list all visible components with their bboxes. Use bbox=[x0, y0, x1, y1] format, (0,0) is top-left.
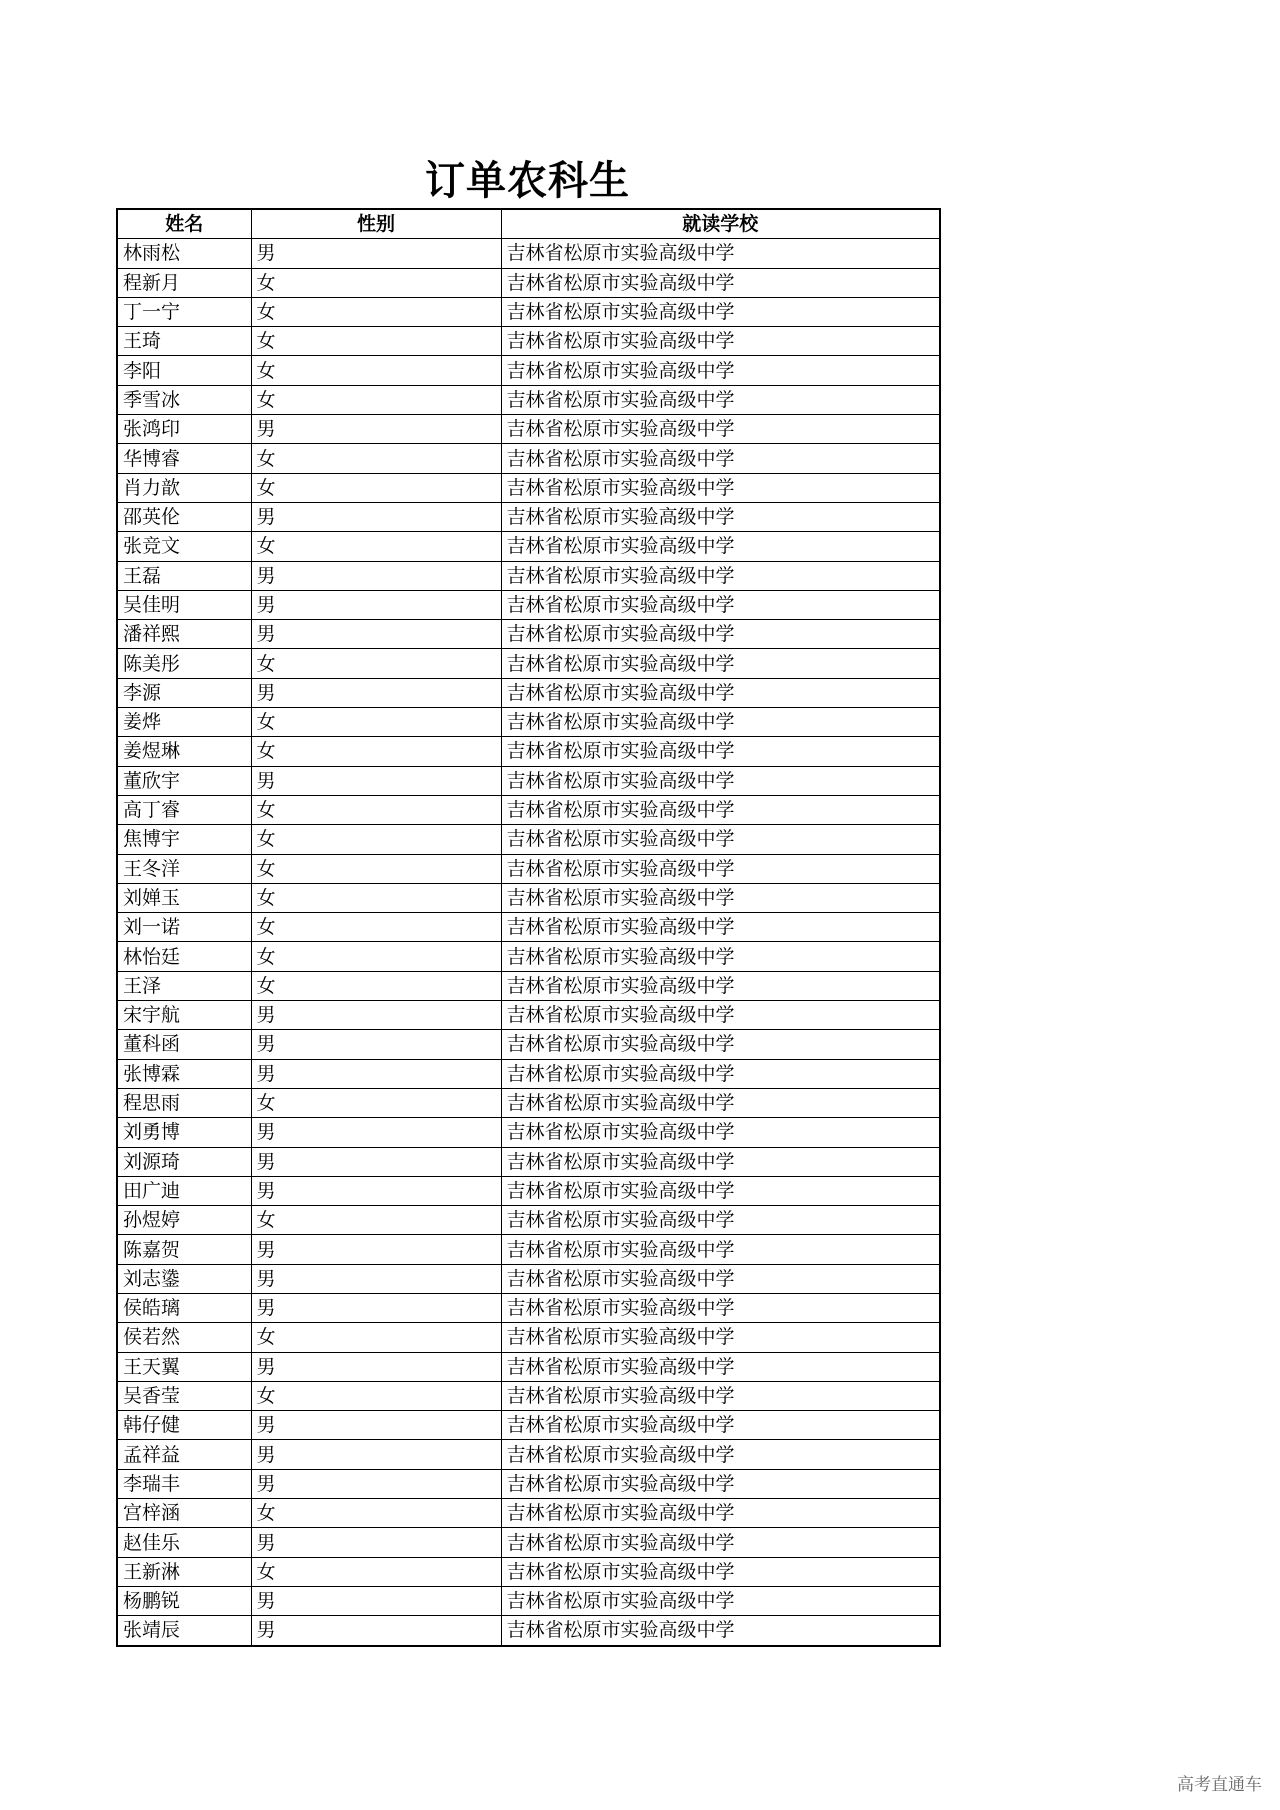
student-name-cell: 李瑞丰 bbox=[117, 1469, 251, 1498]
student-school-cell: 吉林省松原市实验高级中学 bbox=[501, 444, 940, 473]
student-name-cell: 吴佳明 bbox=[117, 590, 251, 619]
student-name-cell: 焦博宇 bbox=[117, 825, 251, 854]
student-school-cell: 吉林省松原市实验高级中学 bbox=[501, 1147, 940, 1176]
student-school-cell: 吉林省松原市实验高级中学 bbox=[501, 1264, 940, 1293]
student-school-cell: 吉林省松原市实验高级中学 bbox=[501, 1411, 940, 1440]
student-gender-cell: 女 bbox=[251, 825, 501, 854]
student-name-cell: 林怡廷 bbox=[117, 942, 251, 971]
student-name-cell: 邵英伦 bbox=[117, 502, 251, 531]
table-row bbox=[117, 1235, 940, 1264]
student-name-cell: 王新淋 bbox=[117, 1557, 251, 1586]
student-name-cell: 林雨松 bbox=[117, 239, 251, 268]
student-school-cell: 吉林省松原市实验高级中学 bbox=[501, 532, 940, 561]
student-school-cell: 吉林省松原市实验高级中学 bbox=[501, 883, 940, 912]
student-gender-cell: 女 bbox=[251, 473, 501, 502]
table-row bbox=[117, 356, 940, 385]
table-body bbox=[117, 239, 940, 1646]
table-row bbox=[117, 1440, 940, 1469]
table-row bbox=[117, 942, 940, 971]
student-name-cell: 侯若然 bbox=[117, 1323, 251, 1352]
watermark: 高考直通车 bbox=[1177, 1775, 1262, 1795]
table-row bbox=[117, 239, 940, 268]
table-row bbox=[117, 1352, 940, 1381]
student-table bbox=[116, 208, 941, 1647]
student-gender-cell: 男 bbox=[251, 561, 501, 590]
student-school-cell: 吉林省松原市实验高级中学 bbox=[501, 708, 940, 737]
table-row bbox=[117, 590, 940, 619]
student-school-cell: 吉林省松原市实验高级中学 bbox=[501, 1059, 940, 1088]
student-school-cell: 吉林省松原市实验高级中学 bbox=[501, 942, 940, 971]
student-gender-cell: 女 bbox=[251, 649, 501, 678]
student-gender-cell: 男 bbox=[251, 1264, 501, 1293]
table-row bbox=[117, 1059, 940, 1088]
student-gender-cell: 男 bbox=[251, 1411, 501, 1440]
table-row bbox=[117, 1411, 940, 1440]
table-row bbox=[117, 913, 940, 942]
student-name-cell: 程思雨 bbox=[117, 1088, 251, 1117]
table-row bbox=[117, 1118, 940, 1147]
table-row bbox=[117, 795, 940, 824]
student-gender-cell: 女 bbox=[251, 1381, 501, 1410]
student-school-cell: 吉林省松原市实验高级中学 bbox=[501, 415, 940, 444]
student-name-cell: 张竞文 bbox=[117, 532, 251, 561]
student-gender-cell: 男 bbox=[251, 590, 501, 619]
table-row bbox=[117, 502, 940, 531]
student-school-cell: 吉林省松原市实验高级中学 bbox=[501, 1206, 940, 1235]
table-row bbox=[117, 327, 940, 356]
table-header-row bbox=[117, 209, 940, 239]
student-name-cell: 王冬洋 bbox=[117, 854, 251, 883]
student-gender-cell: 男 bbox=[251, 239, 501, 268]
table-row bbox=[117, 854, 940, 883]
student-gender-cell: 女 bbox=[251, 297, 501, 326]
student-school-cell: 吉林省松原市实验高级中学 bbox=[501, 913, 940, 942]
student-gender-cell: 男 bbox=[251, 1001, 501, 1030]
student-gender-cell: 男 bbox=[251, 1352, 501, 1381]
table-row bbox=[117, 1001, 940, 1030]
student-gender-cell: 女 bbox=[251, 1557, 501, 1586]
student-name-cell: 李阳 bbox=[117, 356, 251, 385]
student-gender-cell: 男 bbox=[251, 1440, 501, 1469]
student-name-cell: 张鸿印 bbox=[117, 415, 251, 444]
student-school-cell: 吉林省松原市实验高级中学 bbox=[501, 649, 940, 678]
student-school-cell: 吉林省松原市实验高级中学 bbox=[501, 1616, 940, 1646]
student-school-cell: 吉林省松原市实验高级中学 bbox=[501, 971, 940, 1000]
student-school-cell: 吉林省松原市实验高级中学 bbox=[501, 327, 940, 356]
student-gender-cell: 女 bbox=[251, 327, 501, 356]
student-gender-cell: 男 bbox=[251, 1235, 501, 1264]
student-gender-cell: 男 bbox=[251, 1118, 501, 1147]
student-name-cell: 姜烨 bbox=[117, 708, 251, 737]
student-name-cell: 赵佳乐 bbox=[117, 1528, 251, 1557]
table-row bbox=[117, 1147, 940, 1176]
table-row bbox=[117, 1293, 940, 1322]
table-row bbox=[117, 1030, 940, 1059]
student-name-cell: 宫梓涵 bbox=[117, 1499, 251, 1528]
student-school-cell: 吉林省松原市实验高级中学 bbox=[501, 678, 940, 707]
column-header-gender: 性别 bbox=[251, 209, 501, 239]
student-name-cell: 吴香莹 bbox=[117, 1381, 251, 1410]
student-gender-cell: 女 bbox=[251, 737, 501, 766]
student-gender-cell: 男 bbox=[251, 1059, 501, 1088]
table-row bbox=[117, 415, 940, 444]
student-gender-cell: 男 bbox=[251, 678, 501, 707]
student-gender-cell: 男 bbox=[251, 620, 501, 649]
student-name-cell: 王磊 bbox=[117, 561, 251, 590]
student-school-cell: 吉林省松原市实验高级中学 bbox=[501, 854, 940, 883]
student-name-cell: 季雪冰 bbox=[117, 385, 251, 414]
table-row bbox=[117, 649, 940, 678]
page-title: 订单农科生 bbox=[425, 158, 630, 204]
student-gender-cell: 男 bbox=[251, 1030, 501, 1059]
student-name-cell: 陈美彤 bbox=[117, 649, 251, 678]
column-header-school: 就读学校 bbox=[501, 209, 940, 239]
student-name-cell: 刘源琦 bbox=[117, 1147, 251, 1176]
student-school-cell: 吉林省松原市实验高级中学 bbox=[501, 1381, 940, 1410]
table-row bbox=[117, 1616, 940, 1646]
student-school-cell: 吉林省松原市实验高级中学 bbox=[501, 1088, 940, 1117]
student-gender-cell: 男 bbox=[251, 1469, 501, 1498]
student-school-cell: 吉林省松原市实验高级中学 bbox=[501, 268, 940, 297]
student-school-cell: 吉林省松原市实验高级中学 bbox=[501, 1235, 940, 1264]
student-name-cell: 董欣宇 bbox=[117, 766, 251, 795]
table-row bbox=[117, 268, 940, 297]
student-school-cell: 吉林省松原市实验高级中学 bbox=[501, 1586, 940, 1615]
student-school-cell: 吉林省松原市实验高级中学 bbox=[501, 1030, 940, 1059]
student-gender-cell: 女 bbox=[251, 795, 501, 824]
table-row bbox=[117, 1528, 940, 1557]
table-row bbox=[117, 444, 940, 473]
student-name-cell: 杨鹏锐 bbox=[117, 1586, 251, 1615]
table-row bbox=[117, 1586, 940, 1615]
student-name-cell: 田广迪 bbox=[117, 1176, 251, 1205]
column-header-name: 姓名 bbox=[117, 209, 251, 239]
student-gender-cell: 男 bbox=[251, 1293, 501, 1322]
student-name-cell: 王琦 bbox=[117, 327, 251, 356]
student-gender-cell: 男 bbox=[251, 502, 501, 531]
student-school-cell: 吉林省松原市实验高级中学 bbox=[501, 1293, 940, 1322]
student-gender-cell: 男 bbox=[251, 415, 501, 444]
student-school-cell: 吉林省松原市实验高级中学 bbox=[501, 356, 940, 385]
table-row bbox=[117, 561, 940, 590]
student-school-cell: 吉林省松原市实验高级中学 bbox=[501, 1323, 940, 1352]
student-school-cell: 吉林省松原市实验高级中学 bbox=[501, 1176, 940, 1205]
table-row bbox=[117, 766, 940, 795]
table-row bbox=[117, 473, 940, 502]
student-name-cell: 张博霖 bbox=[117, 1059, 251, 1088]
student-school-cell: 吉林省松原市实验高级中学 bbox=[501, 620, 940, 649]
student-name-cell: 宋宇航 bbox=[117, 1001, 251, 1030]
student-school-cell: 吉林省松原市实验高级中学 bbox=[501, 1469, 940, 1498]
student-school-cell: 吉林省松原市实验高级中学 bbox=[501, 1118, 940, 1147]
student-name-cell: 孟祥益 bbox=[117, 1440, 251, 1469]
table-row bbox=[117, 678, 940, 707]
student-gender-cell: 女 bbox=[251, 883, 501, 912]
table-row bbox=[117, 1206, 940, 1235]
student-school-cell: 吉林省松原市实验高级中学 bbox=[501, 766, 940, 795]
student-name-cell: 华博睿 bbox=[117, 444, 251, 473]
student-gender-cell: 男 bbox=[251, 1586, 501, 1615]
student-gender-cell: 女 bbox=[251, 356, 501, 385]
student-school-cell: 吉林省松原市实验高级中学 bbox=[501, 825, 940, 854]
student-gender-cell: 男 bbox=[251, 1147, 501, 1176]
student-school-cell: 吉林省松原市实验高级中学 bbox=[501, 1528, 940, 1557]
table-row bbox=[117, 1088, 940, 1117]
student-gender-cell: 女 bbox=[251, 1499, 501, 1528]
student-gender-cell: 女 bbox=[251, 708, 501, 737]
student-gender-cell: 男 bbox=[251, 1176, 501, 1205]
table-row bbox=[117, 1176, 940, 1205]
student-school-cell: 吉林省松原市实验高级中学 bbox=[501, 590, 940, 619]
student-gender-cell: 女 bbox=[251, 1206, 501, 1235]
student-school-cell: 吉林省松原市实验高级中学 bbox=[501, 561, 940, 590]
student-name-cell: 刘一诺 bbox=[117, 913, 251, 942]
student-name-cell: 程新月 bbox=[117, 268, 251, 297]
student-gender-cell: 男 bbox=[251, 1528, 501, 1557]
table-row bbox=[117, 1264, 940, 1293]
table-row bbox=[117, 385, 940, 414]
student-name-cell: 陈嘉贺 bbox=[117, 1235, 251, 1264]
student-school-cell: 吉林省松原市实验高级中学 bbox=[501, 297, 940, 326]
student-gender-cell: 女 bbox=[251, 942, 501, 971]
student-gender-cell: 女 bbox=[251, 913, 501, 942]
table-row bbox=[117, 1499, 940, 1528]
student-school-cell: 吉林省松原市实验高级中学 bbox=[501, 473, 940, 502]
student-school-cell: 吉林省松原市实验高级中学 bbox=[501, 1557, 940, 1586]
table-row bbox=[117, 1557, 940, 1586]
table-row bbox=[117, 971, 940, 1000]
student-gender-cell: 男 bbox=[251, 1616, 501, 1646]
student-gender-cell: 女 bbox=[251, 1088, 501, 1117]
table-row bbox=[117, 1469, 940, 1498]
student-school-cell: 吉林省松原市实验高级中学 bbox=[501, 1001, 940, 1030]
student-school-cell: 吉林省松原市实验高级中学 bbox=[501, 1440, 940, 1469]
student-school-cell: 吉林省松原市实验高级中学 bbox=[501, 1499, 940, 1528]
student-name-cell: 董科函 bbox=[117, 1030, 251, 1059]
student-gender-cell: 女 bbox=[251, 268, 501, 297]
student-school-cell: 吉林省松原市实验高级中学 bbox=[501, 385, 940, 414]
student-school-cell: 吉林省松原市实验高级中学 bbox=[501, 1352, 940, 1381]
student-name-cell: 张靖辰 bbox=[117, 1616, 251, 1646]
student-school-cell: 吉林省松原市实验高级中学 bbox=[501, 239, 940, 268]
student-gender-cell: 女 bbox=[251, 385, 501, 414]
table-row bbox=[117, 620, 940, 649]
table-row bbox=[117, 297, 940, 326]
student-school-cell: 吉林省松原市实验高级中学 bbox=[501, 737, 940, 766]
table-row bbox=[117, 708, 940, 737]
student-gender-cell: 女 bbox=[251, 971, 501, 1000]
student-name-cell: 韩仔健 bbox=[117, 1411, 251, 1440]
student-name-cell: 刘婵玉 bbox=[117, 883, 251, 912]
student-name-cell: 孙煜婷 bbox=[117, 1206, 251, 1235]
table-row bbox=[117, 1323, 940, 1352]
student-name-cell: 王天翼 bbox=[117, 1352, 251, 1381]
student-name-cell: 肖力歆 bbox=[117, 473, 251, 502]
student-school-cell: 吉林省松原市实验高级中学 bbox=[501, 502, 940, 531]
student-gender-cell: 男 bbox=[251, 766, 501, 795]
student-school-cell: 吉林省松原市实验高级中学 bbox=[501, 795, 940, 824]
student-name-cell: 王泽 bbox=[117, 971, 251, 1000]
student-gender-cell: 女 bbox=[251, 1323, 501, 1352]
student-name-cell: 潘祥熙 bbox=[117, 620, 251, 649]
student-gender-cell: 女 bbox=[251, 854, 501, 883]
student-name-cell: 刘志鍌 bbox=[117, 1264, 251, 1293]
student-gender-cell: 女 bbox=[251, 532, 501, 561]
student-name-cell: 刘勇博 bbox=[117, 1118, 251, 1147]
table-row bbox=[117, 883, 940, 912]
student-name-cell: 丁一宁 bbox=[117, 297, 251, 326]
table-row bbox=[117, 532, 940, 561]
student-name-cell: 李源 bbox=[117, 678, 251, 707]
student-gender-cell: 女 bbox=[251, 444, 501, 473]
student-name-cell: 高丁睿 bbox=[117, 795, 251, 824]
student-name-cell: 侯皓璃 bbox=[117, 1293, 251, 1322]
table-row bbox=[117, 1381, 940, 1410]
table-row bbox=[117, 825, 940, 854]
student-name-cell: 姜煜琳 bbox=[117, 737, 251, 766]
table-row bbox=[117, 737, 940, 766]
